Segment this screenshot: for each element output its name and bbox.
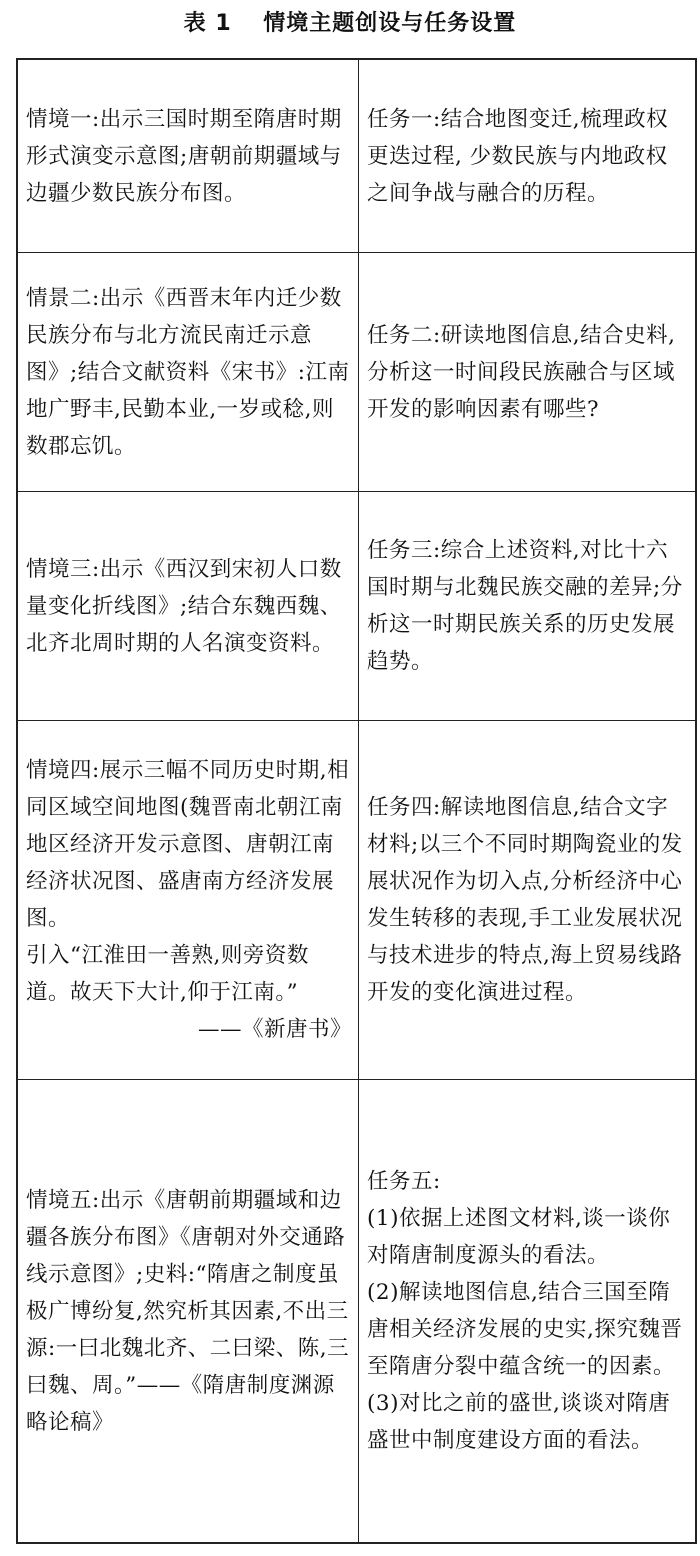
- quote-source: ——《新唐书》: [197, 1017, 352, 1042]
- task-cell: [359, 1080, 697, 1544]
- task-item: (2)解读地图信息,结合三国至隋唐相关经济发展的史实,探究魏晋至隋唐分裂中蕴含统一的因素。: [367, 1280, 683, 1379]
- task-cell: [359, 253, 697, 492]
- task-text: 任务一:结合地图变迁,梳理政权更迭过程, 少数民族与内地政权之间争战与融合的历程。: [367, 106, 669, 206]
- scenario-cell: [17, 492, 359, 721]
- table-row: [17, 59, 696, 253]
- scenario-task-table: [16, 58, 697, 1544]
- scenario-text: 情境四:展示三幅不同历史时期,相同区域空间地图(魏晋南北朝江南地区经济开发示意图、唐朝江南经济状况图、盛唐南方经济发展图。: [26, 758, 350, 931]
- scenario-cell: [17, 253, 359, 492]
- task-item: (1)依据上述图文材料,谈一谈你对隋唐制度源头的看法。: [367, 1206, 671, 1268]
- table-row: [17, 253, 696, 492]
- scenario-text: 情境五:出示《唐朝前期疆域和边疆各族分布图》《唐朝对外交通路线示意图》;史料:“隋唐之制度虽极广博纷复,然究析其因素,不出三源:一曰北魏北齐、二曰梁、陈,三曰魏、周。”——《隋唐制度渊源略论稿》: [26, 1187, 350, 1435]
- task-cell: [359, 492, 697, 721]
- task-cell: [359, 721, 697, 1080]
- scenario-cell: [17, 1080, 359, 1544]
- table-row: [17, 492, 696, 721]
- task-text: 任务三:综合上述资料,对比十六国时期与北魏民族交融的差异;分析这一时期民族关系的历史发展趋势。: [367, 538, 683, 674]
- task-cell: [359, 59, 697, 253]
- task-text: 任务四:解读地图信息,结合文字材料;以三个不同时期陶瓷业的发展状况作为切入点,分析经济中心发生转移的表现,手工业发展状况与技术进步的特点,海上贸易线路开发的变化演进过程。: [367, 795, 683, 1005]
- scenario-text: 情景二:出示《西晋末年内迁少数民族分布与北方流民南迁示意图》;结合文献资料《宋书》:江南地广野丰,民勤本业,一岁或稔,则数郡忘饥。: [26, 285, 350, 459]
- table-row: [17, 1080, 696, 1544]
- task-heading: 任务五:: [367, 1169, 441, 1194]
- scenario-quote: 引入“江淮田一善熟,则旁资数道。故天下大计,仰于江南。”: [26, 943, 309, 1005]
- table-row: [17, 721, 696, 1080]
- table-caption: 表 1 情境主题创设与任务设置: [183, 11, 517, 36]
- scenario-cell: [17, 59, 359, 253]
- task-text: 任务二:研读地图信息,结合史料,分析这一时间段民族融合与区域开发的影响因素有哪些?: [367, 322, 676, 422]
- task-item: (3)对比之前的盛世,谈谈对隋唐盛世中制度建设方面的看法。: [367, 1391, 671, 1453]
- scenario-cell: [17, 721, 359, 1080]
- scenario-text: 情境三:出示《西汉到宋初人口数量变化折线图》;结合东魏西魏、北齐北周时期的人名演变资料。: [26, 556, 342, 656]
- scenario-text: 情境一:出示三国时期至隋唐时期形式演变示意图;唐朝前期疆域与边疆少数民族分布图。: [26, 106, 342, 206]
